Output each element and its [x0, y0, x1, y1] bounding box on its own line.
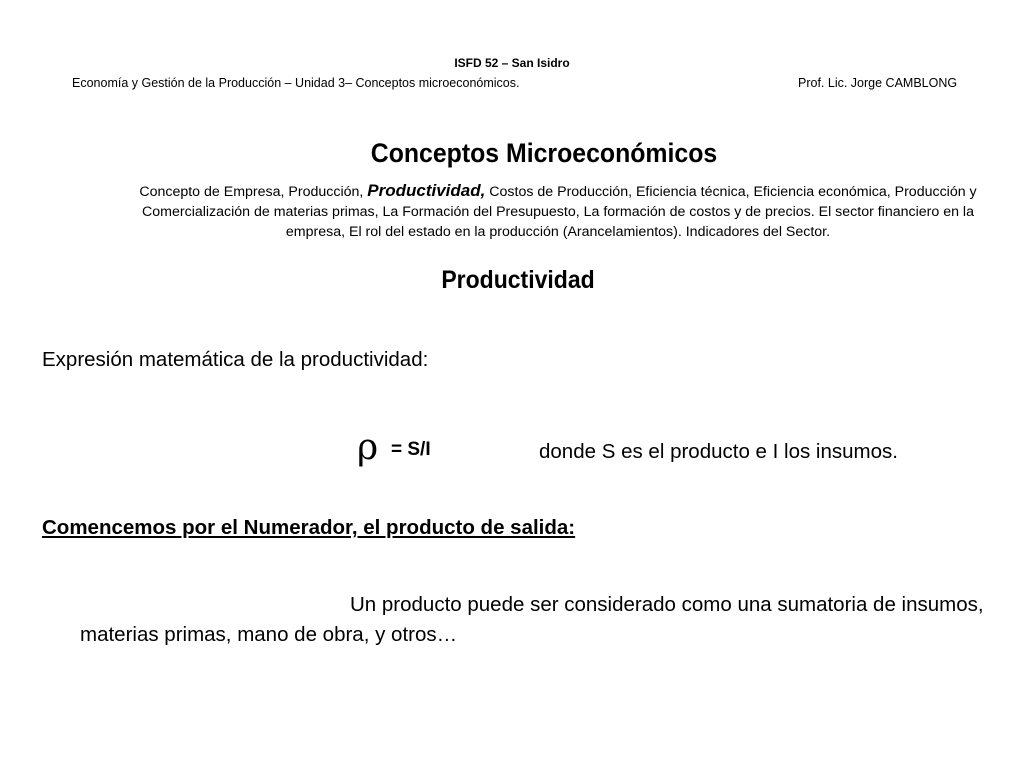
section-title: Productividad — [441, 266, 595, 294]
header-institution: ISFD 52 – San Isidro — [454, 56, 570, 70]
numerator-heading: Comencemos por el Numerador, el producto de salida: — [42, 516, 576, 539]
slide-title: Conceptos Microeconómicos — [370, 138, 718, 168]
topics-list — [118, 181, 998, 242]
formula-expression: = S/I — [391, 439, 431, 460]
expression-label: Expresión matemática de la productividad: — [42, 348, 429, 371]
header-course: Economía y Gestión de la Producción – Unidad 3– Conceptos microeconómicos. — [72, 76, 520, 90]
topics-intro: Concepto de Empresa, Producción, — [139, 184, 368, 200]
topics-highlight: Productividad, — [367, 181, 486, 200]
formula-description: donde S es el producto e I los insumos. — [539, 440, 898, 463]
header-professor: Prof. Lic. Jorge CAMBLONG — [798, 76, 958, 90]
rho-symbol: ρ — [357, 427, 379, 468]
product-paragraph: Un producto puede ser considerado como una sumatoria de insumos, materias primas, mano de obra, y otros… — [80, 593, 984, 646]
topics-rest: Costos de Producción, Eficiencia técnica, Eficiencia económica, Producción y Comercialización de materias primas, La Formación del Presupuesto, La formación de costos y de precios. El sector financiero en la empresa, El rol del estado en la producción (Arancelamientos). Indicadores del Sector. — [142, 184, 977, 240]
